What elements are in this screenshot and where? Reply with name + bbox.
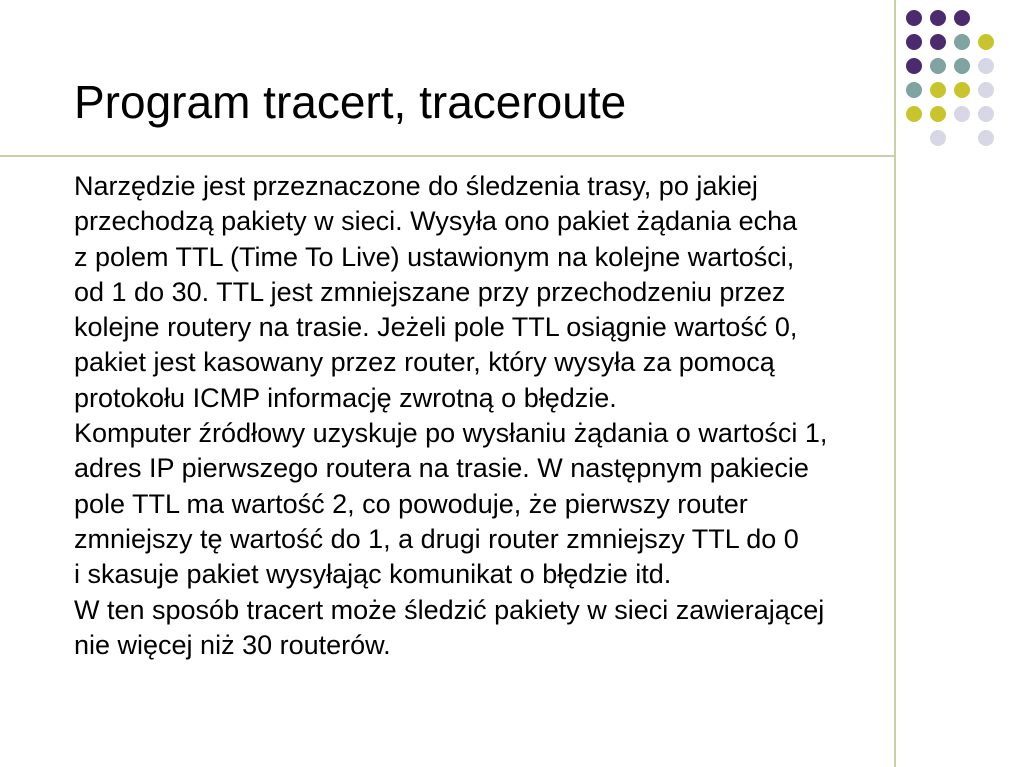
body-line: i skasuje pakiet wysyłając komunikat o błędzie itd. [74,559,672,590]
title-underline [0,155,896,157]
decorative-dot-empty [954,130,970,146]
decorative-dot-purple [954,10,970,26]
decorative-dot-lavender [954,106,970,122]
slide-title: Program tracert, traceroute [74,76,627,128]
decorative-dot-purple [930,10,946,26]
decorative-dot-teal [930,58,946,74]
decorative-dot-purple [906,58,922,74]
slide-body [74,169,954,663]
body-line: pakiet jest kasowany przez router, który wysyła za pomocą [74,347,775,378]
decorative-dot-teal [954,34,970,50]
body-line: zmniejszy tę wartość do 1, a drugi router zmniejszy TTL do 0 [74,523,799,554]
body-line: z polem TTL (Time To Live) ustawionym na kolejne wartości, [74,241,795,272]
decorative-dot-purple [906,34,922,50]
body-line: pole TTL ma wartość 2, co powoduje, że pierwszy router [74,488,748,519]
decorative-dot-teal [954,58,970,74]
decorative-dot-teal [906,82,922,98]
body-line: nie więcej niż 30 routerów. [74,629,391,660]
decorative-dot-purple [906,10,922,26]
body-line: kolejne routery na trasie. Jeżeli pole TTL osiągnie wartość 0, [74,312,798,343]
body-line: przechodzą pakiety w sieci. Wysyła ono pakiet żądania echa [74,206,798,237]
decorative-dot-purple [930,34,946,50]
decorative-dot-lavender [930,130,946,146]
body-line: W ten sposób tracert może śledzić pakiety w sieci zawierającej [74,594,825,625]
body-line: od 1 do 30. TTL jest zmniejszane przy przechodzeniu przez [74,276,786,307]
body-line: Komputer źródłowy uzyskuje po wysłaniu żądania o wartości 1, [74,418,828,449]
decorative-dot-olive [906,106,922,122]
body-line: Narzędzie jest przeznaczone do śledzenia trasy, po jakiej [74,171,758,201]
decorative-dot-empty [978,10,994,26]
decorative-dot-empty [906,130,922,146]
decorative-dot-lavender [978,106,994,122]
decorative-dot-olive [954,82,970,98]
decorative-dot-grid [906,10,994,146]
decorative-dot-lavender [978,58,994,74]
decorative-dot-olive [978,34,994,50]
decorative-dot-olive [930,82,946,98]
decorative-dot-lavender [978,130,994,146]
decorative-dot-lavender [978,82,994,98]
body-line: protokołu ICMP informację zwrotną o błędzie. [74,382,617,413]
body-line: adres IP pierwszego routera na trasie. W następnym pakiecie [74,453,809,484]
decorative-dot-olive [930,106,946,122]
